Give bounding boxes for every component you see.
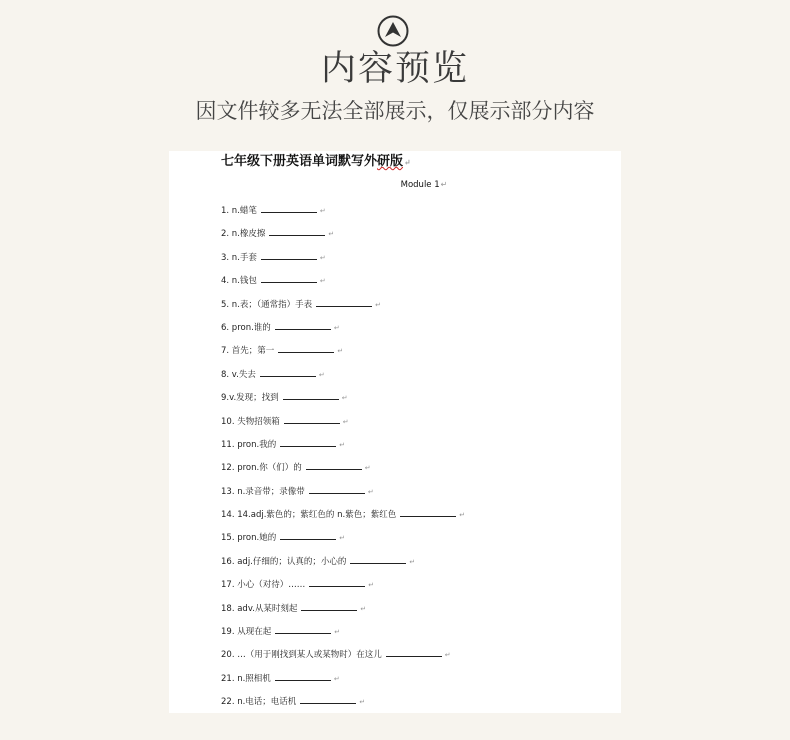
paragraph-mark: ↵: [339, 440, 346, 449]
paragraph-mark: ↵: [375, 300, 382, 309]
paragraph-mark: ↵: [404, 157, 411, 167]
paragraph-mark: ↵: [334, 628, 341, 637]
document-title-underlined: 研版: [377, 154, 404, 169]
answer-blank: [283, 390, 339, 400]
question-text: 5. n.表；（通常指）手表: [221, 299, 313, 310]
question-text: 13. n.录音带；录像带: [221, 486, 305, 497]
module-heading: [169, 179, 621, 191]
paragraph-mark: ↵: [333, 674, 340, 683]
question-item: [221, 460, 465, 483]
question-item: [221, 343, 465, 366]
question-item: [221, 250, 465, 273]
paragraph-mark: ↵: [319, 207, 326, 215]
answer-blank: [269, 226, 325, 236]
question-item: [221, 530, 465, 553]
answer-blank: [306, 460, 362, 470]
document-title: [221, 153, 411, 171]
answer-blank: [275, 320, 331, 330]
question-item: [221, 273, 465, 296]
question-text: 10. 失物招领箱: [221, 416, 280, 427]
answer-blank: [350, 554, 406, 564]
question-text: 11. pron.我的: [221, 439, 277, 450]
paragraph-mark: ↵: [459, 511, 466, 520]
question-item: [221, 507, 465, 530]
answer-blank: [261, 203, 317, 213]
question-list: [221, 203, 465, 713]
question-item: [221, 624, 465, 647]
answer-blank: [278, 343, 334, 353]
question-item: [221, 297, 465, 320]
question-text: 16. adj.仔细的；认真的；小心的: [221, 556, 347, 567]
answer-blank: [300, 694, 356, 704]
paragraph-mark: ↵: [341, 394, 348, 403]
question-item: [221, 601, 465, 624]
question-item: [221, 390, 465, 413]
question-item: [221, 320, 465, 343]
question-text: 9.v.发现；找到: [221, 393, 279, 404]
paragraph-mark: ↵: [333, 323, 340, 332]
page-title: 内容预览: [320, 49, 469, 89]
answer-blank: [284, 414, 340, 424]
document-preview: [169, 151, 621, 713]
question-text: 20. …（用于刚找到某人或某物时）在这儿: [221, 650, 382, 661]
question-text: 12. pron.你（们）的: [221, 463, 302, 474]
answer-blank: [275, 624, 331, 634]
answer-blank: [280, 437, 336, 447]
question-item: [221, 694, 465, 713]
answer-blank: [400, 507, 456, 517]
paragraph-mark: ↵: [368, 581, 375, 590]
module-label: Module 1: [400, 180, 440, 190]
paragraph-mark: ↵: [444, 651, 451, 660]
question-text: 3. n.手套: [221, 252, 257, 263]
question-item: [221, 484, 465, 507]
answer-blank: [301, 601, 357, 611]
question-text: 22. n.电话；电话机: [221, 697, 297, 708]
answer-blank: [261, 250, 317, 260]
question-item: [221, 226, 465, 249]
question-text: 4. n.钱包: [221, 276, 257, 287]
document-title-main: 七年级下册英语单词默写外: [221, 154, 378, 169]
question-item: [221, 647, 465, 670]
question-item: [221, 554, 465, 577]
answer-blank: [316, 297, 372, 307]
question-text: 6. pron.谁的: [221, 322, 271, 333]
question-text: 17. 小心（对待）……: [221, 580, 306, 591]
paragraph-mark: ↵: [319, 253, 326, 262]
question-item: [221, 671, 465, 694]
question-text: 2. n.橡皮擦: [221, 229, 266, 240]
question-text: 8. v.失去: [221, 369, 256, 380]
paragraph-mark: ↵: [318, 370, 325, 379]
question-text: 19. 从现在起: [221, 627, 272, 638]
question-item: [221, 203, 465, 226]
answer-blank: [261, 273, 317, 283]
paragraph-mark: ↵: [339, 534, 346, 543]
answer-blank: [260, 367, 316, 377]
question-item: [221, 414, 465, 437]
paragraph-mark: ↵: [342, 417, 349, 426]
question-item: [221, 367, 465, 390]
question-item: [221, 437, 465, 460]
paragraph-mark: ↵: [440, 180, 448, 189]
question-text: 14. 14.adj.紫色的；紫红色的 n.紫色；紫红色: [221, 510, 397, 521]
answer-blank: [309, 484, 365, 494]
answer-blank: [275, 671, 331, 681]
paragraph-mark: ↵: [319, 277, 326, 286]
question-text: 15. pron.她的: [221, 533, 277, 544]
question-text: 7. 首先；第一: [221, 346, 275, 357]
question-text: 18. adv.从某时刻起: [221, 603, 298, 614]
paragraph-mark: ↵: [328, 230, 335, 239]
answer-blank: [280, 530, 336, 540]
question-text: 1. n.蜡笔: [221, 206, 257, 216]
paragraph-mark: ↵: [360, 604, 367, 613]
paragraph-mark: ↵: [337, 347, 344, 356]
arrow-up-circle-icon: [377, 15, 409, 47]
paragraph-mark: ↵: [364, 464, 371, 473]
paragraph-mark: ↵: [409, 557, 416, 566]
answer-blank: [386, 647, 442, 657]
question-text: 21. n.照相机: [221, 673, 271, 684]
page-subtitle: 因文件较多无法全部展示，仅展示部分内容: [195, 99, 595, 123]
question-item: [221, 577, 465, 600]
paragraph-mark: ↵: [367, 487, 374, 496]
answer-blank: [309, 577, 365, 587]
paragraph-mark: ↵: [359, 698, 366, 707]
